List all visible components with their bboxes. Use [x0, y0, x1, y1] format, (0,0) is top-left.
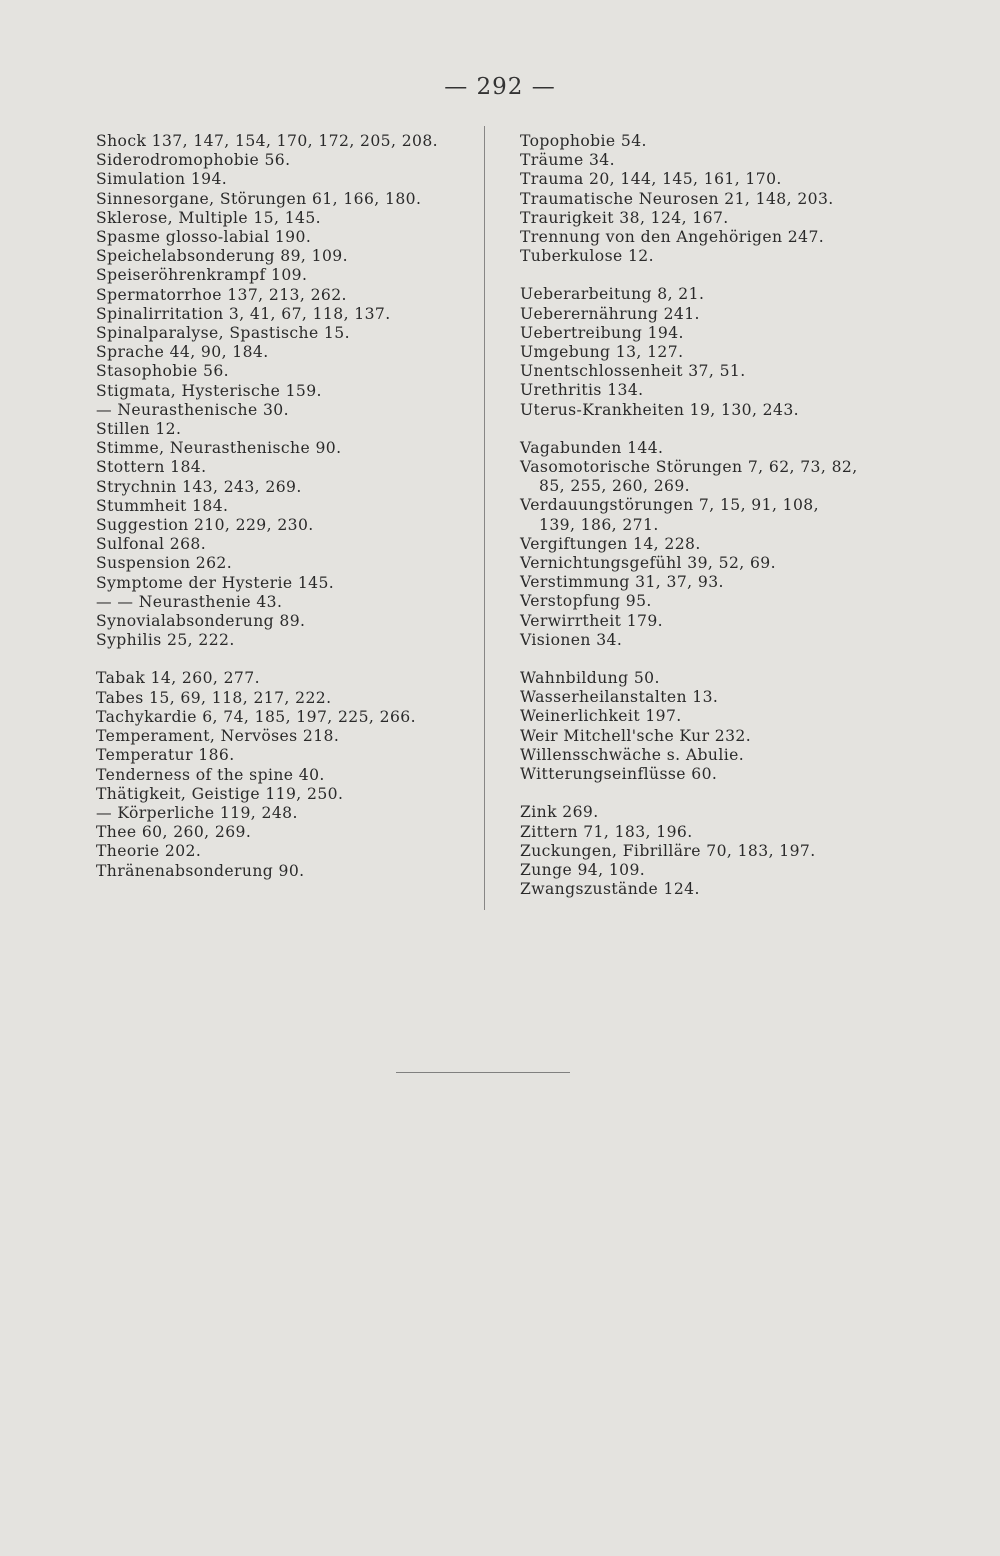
index-entry: Speichelabsonderung 89, 109.	[96, 247, 348, 266]
index-entry: Tachykardie 6, 74, 185, 197, 225, 266.	[96, 707, 416, 726]
index-entry: Uebertreibung 194.	[520, 323, 684, 342]
index-entry: Synovialabsonderung 89.	[96, 612, 306, 631]
index-entry: Sklerose, Multiple 15, 145.	[96, 208, 322, 227]
page-number: — 292 —	[444, 74, 556, 100]
index-entry: Verwirrtheit 179.	[520, 611, 664, 630]
index-entry: Traurigkeit 38, 124, 167.	[520, 208, 729, 227]
index-entry: Thee 60, 260, 269.	[96, 823, 252, 842]
index-entry: Strychnin 143, 243, 269.	[96, 477, 302, 496]
index-entry: Thätigkeit, Geistige 119, 250.	[96, 784, 344, 803]
index-entry: Sulfonal 268.	[96, 535, 207, 554]
index-entry: Temperatur 186.	[96, 746, 235, 765]
index-entry: Siderodromophobie 56.	[96, 151, 291, 170]
index-entry: Spasme glosso-labial 190.	[96, 228, 312, 247]
index-entry: Trauma 20, 144, 145, 161, 170.	[520, 170, 782, 189]
index-entry: Wasserheilanstalten 13.	[520, 688, 719, 707]
index-entry: Traumatische Neurosen 21, 148, 203.	[520, 189, 834, 208]
index-entry: Vernichtungsgefühl 39, 52, 69.	[520, 554, 776, 573]
index-entry: Theorie 202.	[96, 842, 202, 861]
index-entry: Symptome der Hysterie 145.	[96, 573, 335, 592]
index-column-left	[96, 132, 438, 881]
index-entry: Visionen 34.	[520, 630, 623, 649]
column-divider	[484, 126, 485, 910]
index-entry: Topophobie 54.	[520, 132, 647, 150]
index-entry: — Neurasthenische 30.	[96, 400, 289, 419]
index-entry: Thränenabsonderung 90.	[96, 861, 305, 880]
index-entry: Sprache 44, 90, 184.	[96, 343, 269, 362]
index-entry: Zink 269.	[520, 803, 599, 822]
index-entry: Speiseröhrenkrampf 109.	[96, 266, 308, 285]
index-entry: Tabak 14, 260, 277.	[96, 669, 260, 688]
index-entry: Wahnbildung 50.	[520, 669, 660, 688]
index-entry: — — Neurasthenie 43.	[96, 592, 283, 611]
index-entry: Temperament, Nervöses 218.	[96, 727, 340, 746]
index-entry: Weinerlichkeit 197.	[520, 707, 682, 726]
index-entry: — Körperliche 119, 248.	[96, 803, 298, 822]
index-entry: Stummheit 184.	[96, 496, 229, 515]
index-entry: Vasomotorische Störungen 7, 62, 73, 82,	[520, 458, 858, 477]
index-entry: Stigmata, Hysterische 159.	[96, 381, 322, 400]
index-entry: Stimme, Neurasthenische 90.	[96, 439, 342, 458]
index-entry: Verdauungstörungen 7, 15, 91, 108,	[520, 496, 819, 515]
index-entry: Shock 137, 147, 154, 170, 172, 205, 208.	[96, 132, 439, 150]
index-entry: Zunge 94, 109.	[520, 860, 646, 879]
index-entry: Sinnesorgane, Störungen 61, 166, 180.	[96, 189, 422, 208]
index-entry: Vagabunden 144.	[520, 438, 664, 457]
index-entry: Träume 34.	[520, 151, 615, 170]
index-entry: Urethritis 134.	[520, 381, 644, 400]
bottom-rule	[396, 1072, 570, 1073]
index-entry: Tuberkulose 12.	[520, 247, 654, 266]
index-entry: Stasophobie 56.	[96, 362, 230, 381]
index-entry: Zwangszustände 124.	[520, 880, 700, 899]
index-entry: Ueberernährung 241.	[520, 304, 700, 323]
index-entry: Simulation 194.	[96, 170, 228, 189]
index-entry: Zittern 71, 183, 196.	[520, 822, 693, 841]
index-entry: 139, 186, 271.	[539, 515, 659, 534]
index-entry: Zuckungen, Fibrilläre 70, 183, 197.	[520, 841, 816, 860]
index-entry: Unentschlossenheit 37, 51.	[520, 362, 746, 381]
index-entry: Stillen 12.	[96, 420, 182, 439]
index-entry: Stottern 184.	[96, 458, 207, 477]
index-entry: Suggestion 210, 229, 230.	[96, 516, 314, 535]
index-entry: Umgebung 13, 127.	[520, 343, 684, 362]
index-entry: Trennung von den Angehörigen 247.	[520, 228, 825, 247]
index-entry: 85, 255, 260, 269.	[539, 477, 691, 496]
index-entry: Weir Mitchell'sche Kur 232.	[520, 726, 752, 745]
index-entry: Witterungseinflüsse 60.	[520, 765, 718, 784]
index-entry: Spermatorrhoe 137, 213, 262.	[96, 285, 347, 304]
index-entry: Spinalparalyse, Spastische 15.	[96, 324, 350, 343]
index-entry: Tenderness of the spine 40.	[96, 765, 325, 784]
index-entry: Tabes 15, 69, 118, 217, 222.	[96, 688, 332, 707]
index-entry: Spinalirritation 3, 41, 67, 118, 137.	[96, 304, 391, 323]
index-entry: Willensschwäche s. Abulie.	[520, 745, 745, 764]
index-entry: Uterus-Krankheiten 19, 130, 243.	[520, 400, 800, 419]
index-entry: Ueberarbeitung 8, 21.	[520, 285, 705, 304]
index-entry: Verstimmung 31, 37, 93.	[520, 573, 724, 592]
index-column-right	[520, 132, 858, 899]
index-entry: Vergiftungen 14, 228.	[520, 534, 701, 553]
index-entry: Syphilis 25, 222.	[96, 631, 235, 650]
index-entry: Suspension 262.	[96, 554, 233, 573]
index-entry: Verstopfung 95.	[520, 592, 652, 611]
